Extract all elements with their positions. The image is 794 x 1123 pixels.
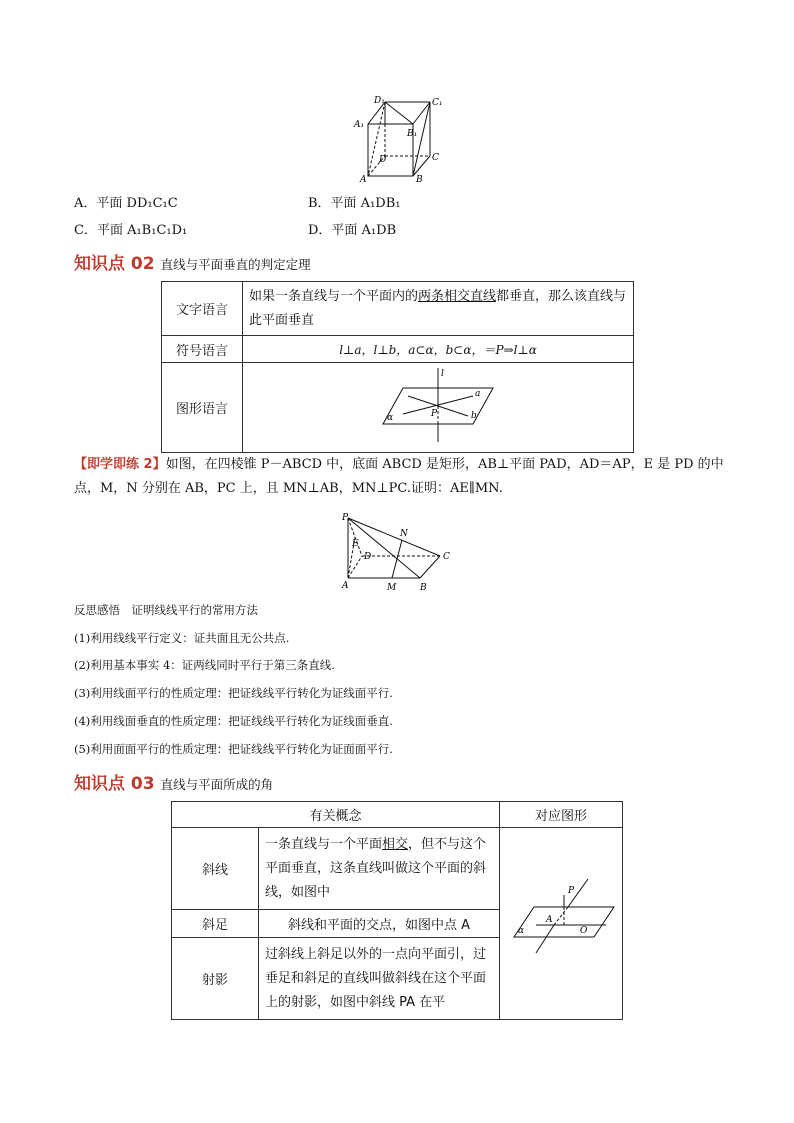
header-figure: 对应图形 — [500, 802, 623, 828]
kp02-table — [161, 281, 634, 453]
fig-label: l — [441, 368, 444, 379]
option-c: C．平面 A₁B₁C₁D₁ — [74, 223, 188, 238]
reflection-item: (2)利用基本事实 4：证两线同时平行于第三条直线. — [74, 658, 335, 672]
fig-label: α — [387, 412, 394, 423]
fig-label: E — [352, 539, 359, 549]
reflection-item: (5)利用面面平行的性质定理：把证线线平行转化为证面面平行. — [74, 742, 393, 756]
table-row — [162, 336, 634, 363]
practice-tag: 【即学即练 2】 — [74, 457, 166, 472]
table-row — [162, 282, 634, 336]
fig-label: D — [364, 552, 372, 562]
row-figure — [500, 828, 623, 1020]
kp02-label: 知识点 02 — [74, 254, 155, 274]
fig-label: b — [471, 410, 477, 421]
fig-label: M — [387, 583, 397, 593]
row-head: 文字语言 — [162, 282, 243, 336]
table-row — [172, 828, 623, 910]
option-d: D．平面 A₁DB — [308, 223, 397, 238]
cube-label: C — [432, 153, 439, 163]
reflection-item: (4)利用线面垂直的性质定理：把证线线平行转化为证线面垂直. — [74, 714, 393, 728]
kp03-heading — [74, 769, 273, 794]
cube-label: C₁ — [432, 98, 443, 108]
cube-label: D₁ — [374, 96, 385, 106]
fig-label: O — [580, 925, 588, 936]
fig-label: P — [431, 408, 438, 419]
fig-label: C — [443, 552, 450, 562]
kp03-table — [171, 801, 623, 1020]
row-content: 过斜线上斜足以外的一点向平面引，过垂足和斜足的直线叫做斜线在这个平面上的射影，如图中斜线 PA 在平 — [259, 938, 500, 1020]
kp02-title: 直线与平面垂直的判定定理 — [160, 257, 311, 272]
row-content: l⊥a，l⊥b，a⊂α，b⊂α，＝P⇒l⊥α — [243, 336, 634, 363]
reflection-item: (3)利用线面平行的性质定理：把证线线平行转化为证线面平行. — [74, 686, 393, 700]
practice-text: 如图，在四棱锥 P－ABCD 中，底面 ABCD 是矩形，AB⊥平面 PAD，AD＝AP，E 是 PD 的中点，M，N 分别在 AB，PC 上，且 MN⊥AB，MN⊥PC.证明：AE∥MN. — [74, 457, 724, 496]
option-a: A．平面 DD₁C₁C — [74, 196, 178, 211]
option-b: B．平面 A₁DB₁ — [308, 196, 401, 211]
kp02-heading — [74, 249, 311, 274]
fig-label: α — [518, 925, 525, 936]
cube-label: A — [360, 175, 367, 185]
row-content: 如果一条直线与一个平面内的两条相交直线都垂直，那么该直线与此平面垂直 — [243, 282, 634, 336]
reflection-title: 反思感悟 证明线线平行的常用方法 — [74, 603, 258, 617]
fig-label: B — [420, 583, 427, 593]
practice-paragraph — [74, 453, 724, 501]
cube-figure — [350, 94, 450, 186]
header-concept: 有关概念 — [172, 802, 500, 828]
cube-label: B₁ — [407, 129, 418, 139]
fig-label: a — [475, 388, 481, 399]
fig-label: A — [546, 914, 553, 925]
row-head: 斜线 — [172, 828, 259, 910]
pyramid-figure — [340, 512, 460, 594]
cube-label: B — [416, 175, 423, 185]
fig-label: P — [568, 885, 575, 896]
oblique-line-figure — [506, 877, 616, 967]
row-head: 斜足 — [172, 910, 259, 938]
row-head: 射影 — [172, 938, 259, 1020]
table-row — [162, 363, 634, 453]
row-content: 斜线和平面的交点，如图中点 A — [259, 910, 500, 938]
row-content: 一条直线与一个平面相交，但不与这个平面垂直，这条直线叫做这个平面的斜线，如图中 — [259, 828, 500, 910]
kp03-label: 知识点 03 — [74, 774, 155, 794]
row-figure — [243, 363, 634, 453]
row-head: 符号语言 — [162, 336, 243, 363]
table-row — [172, 802, 623, 828]
fig-label: P — [342, 513, 349, 523]
reflection-item: (1)利用线线平行定义：证共面且无公共点. — [74, 631, 290, 645]
cube-label: A₁ — [354, 120, 365, 130]
cube-label: D — [379, 155, 387, 165]
row-head: 图形语言 — [162, 363, 243, 453]
fig-label: A — [342, 581, 349, 591]
perpendicular-line-plane-figure — [373, 366, 503, 446]
kp03-title: 直线与平面所成的角 — [160, 777, 274, 792]
fig-label: N — [400, 529, 408, 539]
